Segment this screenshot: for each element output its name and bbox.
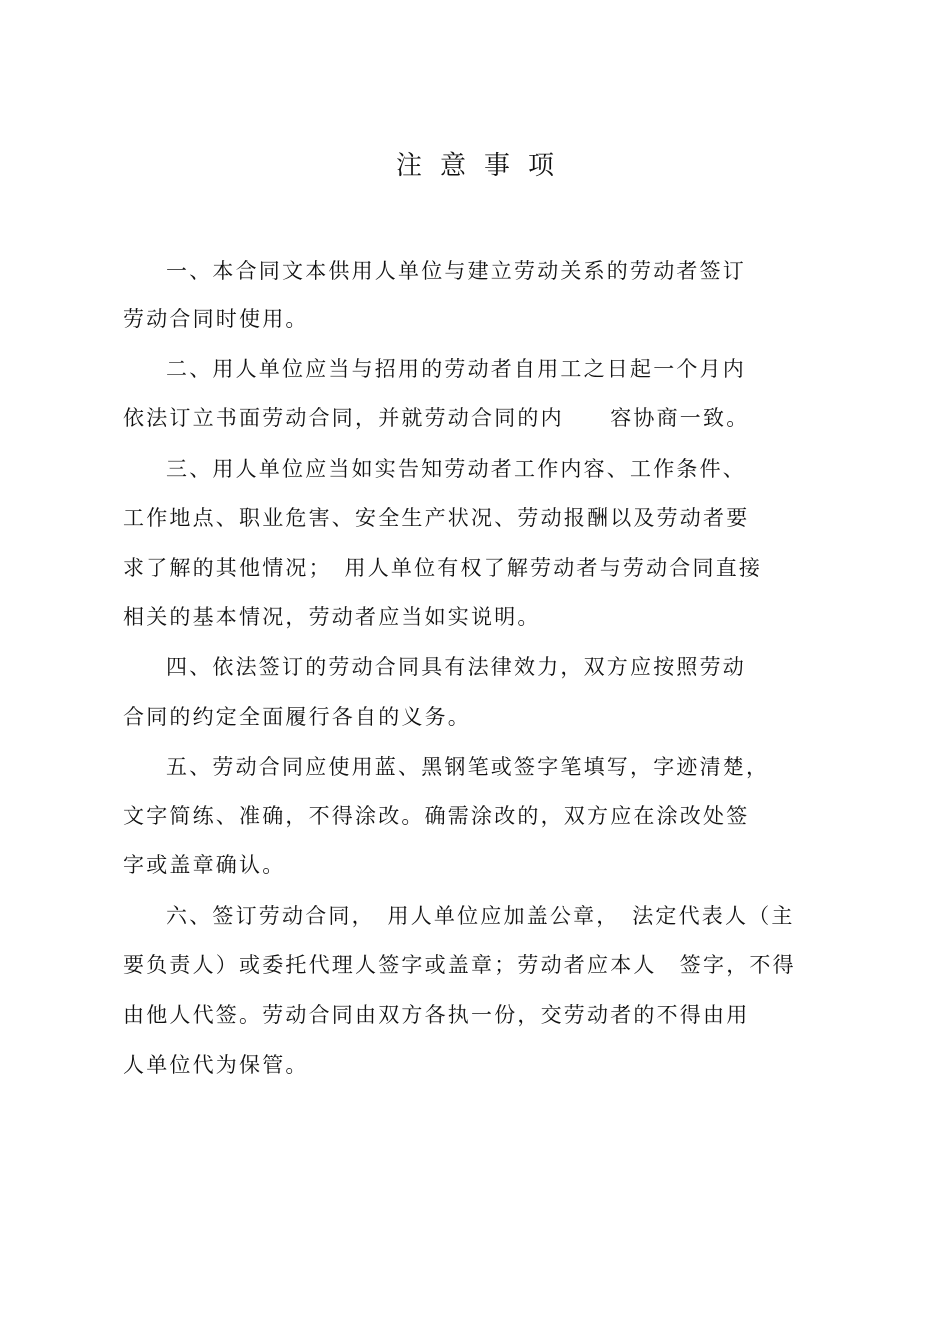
paragraph-5-line-3: 字或盖章确认。	[123, 853, 286, 877]
paragraph-3-line-2: 工作地点、职业危害、安全生产状况、劳动报酬以及劳动者要	[123, 506, 750, 530]
paragraph-3-line-4: 相关的基本情况，劳动者应当如实说明。	[123, 605, 541, 629]
paragraph-1-line-1: 一、本合同文本供用人单位与建立劳动关系的劳动者签订	[166, 259, 746, 283]
paragraph-6-line-1: 六、签订劳动合同， 用人单位应加盖公章， 法定代表人（主	[166, 904, 795, 928]
paragraph-2-line-2: 依法订立书面劳动合同，并就劳动合同的内 容协商一致。	[123, 406, 750, 430]
paragraph-4-line-2: 合同的约定全面履行各自的义务。	[123, 705, 471, 729]
paragraph-4-line-1: 四、依法签订的劳动合同具有法律效力，双方应按照劳动	[166, 655, 746, 679]
paragraph-6-line-3: 由他人代签。劳动合同由双方各执一份，交劳动者的不得由用	[123, 1003, 750, 1027]
paragraph-2-line-1: 二、用人单位应当与招用的劳动者自用工之日起一个月内	[166, 357, 746, 381]
paragraph-5-line-1: 五、劳动合同应使用蓝、黑钢笔或签字笔填写，字迹清楚，	[166, 755, 770, 779]
paragraph-6-line-4: 人单位代为保管。	[123, 1053, 309, 1077]
paragraph-3-line-1: 三、用人单位应当如实告知劳动者工作内容、工作条件、	[166, 457, 746, 481]
page-title: 注意事项	[395, 151, 572, 181]
paragraph-1-line-2: 劳动合同时使用。	[123, 307, 309, 331]
paragraph-5-line-2: 文字简练、准确，不得涂改。确需涂改的，双方应在涂改处签	[123, 804, 750, 828]
paragraph-6-line-2: 要负责人）或委托代理人签字或盖章；劳动者应本人 签字，不得	[123, 953, 796, 977]
paragraph-3-line-3: 求了解的其他情况； 用人单位有权了解劳动者与劳动合同直接	[123, 556, 763, 580]
